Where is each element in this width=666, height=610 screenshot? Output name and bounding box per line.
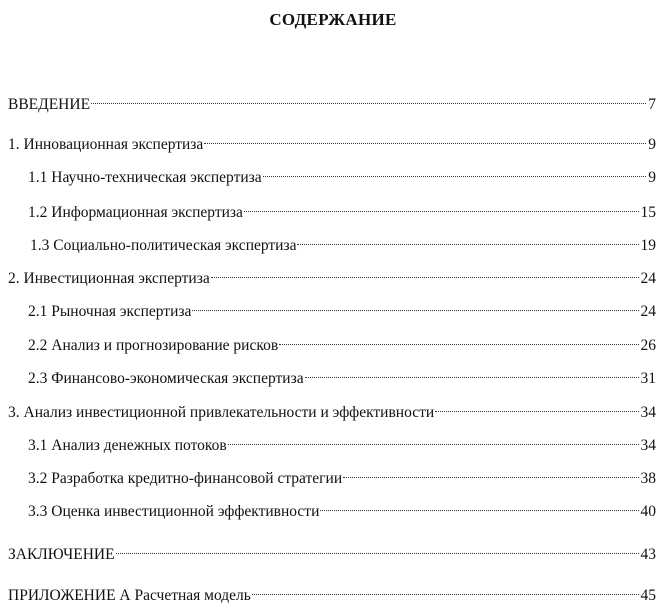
toc-entry-label: 2.3 Финансово-экономическая экспертиза bbox=[28, 370, 304, 387]
dot-leader bbox=[91, 87, 646, 109]
dot-leader bbox=[343, 461, 638, 483]
toc-entry-label: 2. Инвестиционная экспертиза bbox=[8, 270, 210, 287]
toc-entry-page: 34 bbox=[640, 437, 656, 454]
toc-entry-label: 2.2 Анализ и прогнозирование рисков bbox=[28, 337, 279, 354]
toc-entry-label: 3. Анализ инвестиционной привлекательности и эффективности bbox=[8, 404, 435, 421]
toc-entry-label: 2.1 Рыночная экспертиза bbox=[28, 303, 192, 320]
toc-entry[interactable] bbox=[28, 328, 656, 354]
toc-entry-page: 7 bbox=[648, 96, 656, 113]
dot-leader bbox=[435, 395, 638, 417]
toc-entry-label: 3.2 Разработка кредитно-финансовой стратегии bbox=[28, 470, 343, 487]
dot-leader bbox=[244, 195, 639, 217]
toc-entry-label: 1.2 Информационная экспертиза bbox=[28, 204, 243, 221]
dot-leader bbox=[204, 127, 646, 149]
toc-entry-label: ЗАКЛЮЧЕНИЕ bbox=[8, 546, 115, 563]
toc-entry-page: 26 bbox=[640, 337, 656, 354]
toc-entry-page: 9 bbox=[648, 136, 656, 153]
dot-leader bbox=[279, 328, 638, 350]
page-title: СОДЕРЖАНИЕ bbox=[269, 10, 397, 29]
toc-entry[interactable] bbox=[8, 87, 656, 113]
toc-entry[interactable] bbox=[8, 127, 656, 153]
toc-entry-label: 3.3 Оценка инвестиционной эффективности bbox=[28, 503, 320, 520]
toc-entry-page: 31 bbox=[640, 370, 656, 387]
dot-leader bbox=[192, 294, 638, 316]
toc-entry[interactable] bbox=[30, 228, 656, 254]
toc-entry-page: 19 bbox=[640, 237, 656, 254]
toc-entry-page: 40 bbox=[640, 503, 656, 520]
toc-entry[interactable] bbox=[28, 494, 656, 520]
toc-entry-page: 38 bbox=[640, 470, 656, 487]
toc-entry[interactable] bbox=[8, 261, 656, 287]
toc-entry[interactable] bbox=[28, 160, 656, 186]
toc-entry-label: 1. Инновационная экспертиза bbox=[8, 136, 204, 153]
dot-leader bbox=[263, 160, 647, 182]
dot-leader bbox=[252, 578, 639, 600]
toc-entry[interactable] bbox=[28, 361, 656, 387]
toc-entry[interactable] bbox=[28, 461, 656, 487]
toc-entry-page: 24 bbox=[640, 270, 656, 287]
dot-leader bbox=[228, 428, 639, 450]
toc-entry-label: ВВЕДЕНИЕ bbox=[8, 96, 91, 113]
toc-entry[interactable] bbox=[28, 428, 656, 454]
toc-entry-label: 1.1 Научно-техническая экспертиза bbox=[28, 169, 262, 186]
toc-entry-page: 34 bbox=[640, 404, 656, 421]
toc-entry-page: 43 bbox=[640, 546, 656, 563]
toc-entry[interactable] bbox=[8, 578, 656, 604]
toc-entry-page: 15 bbox=[640, 204, 656, 221]
dot-leader bbox=[320, 494, 638, 516]
dot-leader bbox=[305, 361, 639, 383]
toc-entry[interactable] bbox=[8, 537, 656, 563]
toc-entry[interactable] bbox=[8, 395, 656, 421]
toc-entry[interactable] bbox=[28, 294, 656, 320]
toc-entry-label: 1.3 Социально-политическая экспертиза bbox=[30, 237, 297, 254]
toc-entry-page: 9 bbox=[648, 169, 656, 186]
dot-leader bbox=[211, 261, 639, 283]
dot-leader bbox=[116, 537, 639, 559]
toc-entry-page: 24 bbox=[640, 303, 656, 320]
toc-entry-label: 3.1 Анализ денежных потоков bbox=[28, 437, 227, 454]
toc-entry-label: ПРИЛОЖЕНИЕ А Расчетная модель bbox=[8, 587, 251, 604]
toc-entry[interactable] bbox=[28, 195, 656, 221]
toc-entry-page: 45 bbox=[640, 587, 656, 604]
dot-leader bbox=[297, 228, 638, 250]
